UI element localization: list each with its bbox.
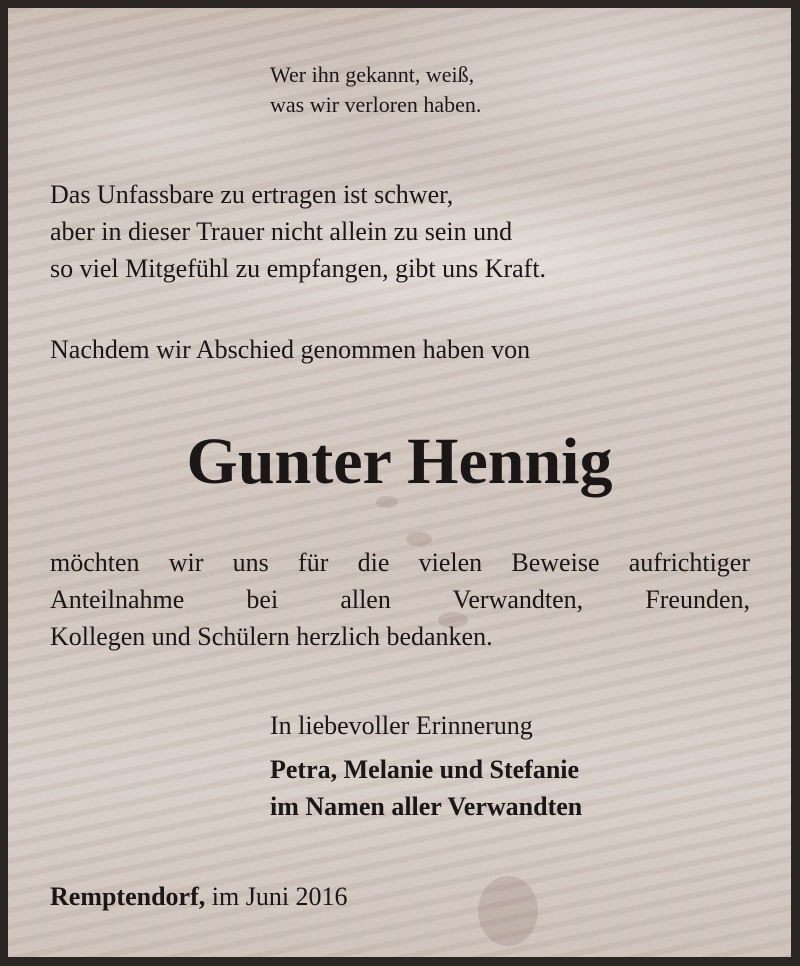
signature-line: Petra, Melanie und Stefanie <box>270 755 580 784</box>
signature-block <box>270 751 582 825</box>
paragraph-line: so viel Mitgefühl zu empfangen, gibt uns Kraft. <box>50 254 547 283</box>
opening-quote <box>270 60 481 120</box>
date-text: im Juni 2016 <box>211 882 348 911</box>
place-name: Remptendorf, <box>50 882 206 911</box>
deceased-name: Gunter Hennig <box>186 425 613 498</box>
thanks-paragraph <box>50 544 750 655</box>
quote-line: Wer ihn gekannt, weiß, <box>270 62 475 87</box>
memory-line: In liebevoller Erinnerung <box>270 711 533 740</box>
place-date <box>50 878 348 915</box>
consolation-paragraph <box>50 176 546 287</box>
paragraph-line: Das Unfassbare zu ertragen ist schwer, <box>50 180 454 209</box>
paragraph-line: Kollegen und Schülern herzlich bedanken. <box>50 622 493 651</box>
paragraph-line: Anteilnahme bei allen Verwandten, Freunden, <box>50 585 750 614</box>
paragraph-line: möchten wir uns für die vielen Beweise aufrichtiger <box>50 548 750 577</box>
signature-line: im Namen aller Verwandten <box>270 792 583 821</box>
paragraph-line: aber in dieser Trauer nicht allein zu sein und <box>50 217 513 246</box>
farewell-intro: Nachdem wir Abschied genommen haben von <box>50 335 531 364</box>
obituary-card <box>8 8 791 957</box>
quote-line: was wir verloren haben. <box>270 92 482 117</box>
footprint-decoration <box>478 876 538 946</box>
